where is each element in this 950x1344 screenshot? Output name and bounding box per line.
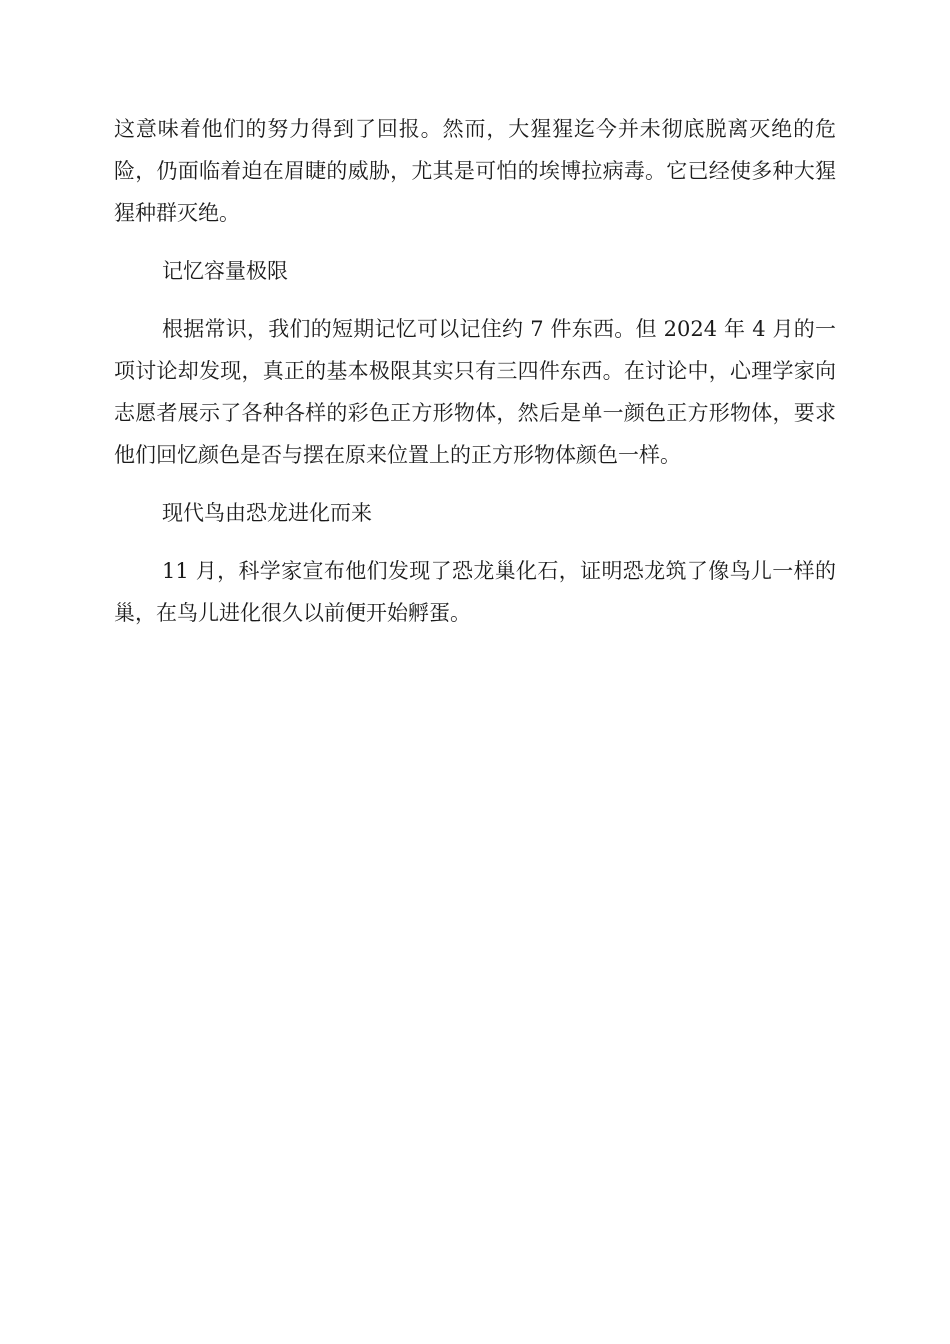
document-body (114, 108, 836, 650)
paragraph-memory-capacity: 根据常识，我们的短期记忆可以记住约 7 件东西。但 2024 年 4 月的一项讨论却发现，真正的基本极限其实只有三四件东西。在讨论中，心理学家向志愿者展示了各种各样的彩色正方形物体，然后是单一颜色正方形物体，要求他们回忆颜色是否与摆在原来位置上的正方形物体颜色一样。 (114, 317, 836, 467)
section-heading-memory-limit: 记忆容量极限 (162, 259, 288, 283)
paragraph-gorilla-threat: 这意味着他们的努力得到了回报。然而，大猩猩迄今并未彻底脱离灭绝的危险，仍面临着迫在眉睫的威胁，尤其是可怕的埃博拉病毒。它已经使多种大猩猩种群灭绝。 (114, 117, 836, 225)
section-heading-birds-from-dinosaurs: 现代鸟由恐龙进化而来 (162, 501, 372, 525)
paragraph-dinosaur-nests: 11 月，科学家宣布他们发现了恐龙巢化石，证明恐龙筑了像鸟儿一样的巢，在鸟儿进化很久以前便开始孵蛋。 (114, 559, 836, 625)
